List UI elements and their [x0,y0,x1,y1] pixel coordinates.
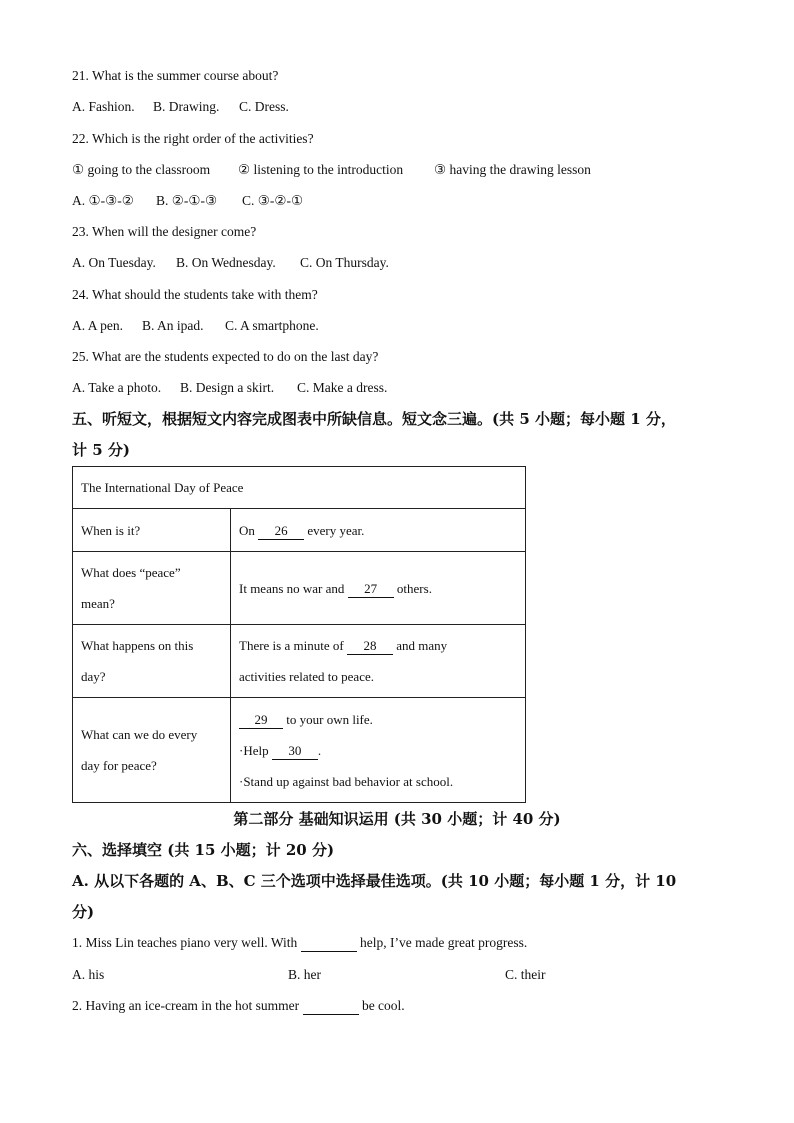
option-b: B. On Wednesday. [176,255,276,270]
step-3: ③ having the drawing lesson [434,162,591,177]
answer-blank [303,998,359,1015]
step-2: ② listening to the introduction [238,162,404,177]
option-a: A. On Tuesday. [72,255,156,270]
blank-26: 26 [258,523,304,540]
question-24: 24. What should the students take with them? [72,287,318,302]
section-6a-instructions: A. 从以下各题的 A、B、C 三个选项中选择最佳选项。(共 10 小题；每小题 1 分，计 10 [72,872,677,890]
table-row [73,698,526,803]
question-23: 23. When will the designer come? [72,224,257,239]
section-6a-instructions-cont: 分) [72,903,95,921]
table-answer: 29 to your own life. ·Help 30 . ·Stand up against bad behavior at school. [231,698,526,803]
question-22-options [72,192,303,210]
answer-blank [301,935,357,952]
option-a: A. A pen. [72,318,124,333]
grammar-question-2: 2. Having an ice-cream in the hot summer be cool. [72,998,405,1013]
table-question: What happens on this day? [73,625,231,698]
grammar-question-1-options [72,966,546,984]
table-row [73,625,526,698]
option-b: B. An ipad. [142,318,204,333]
question-21-options [72,98,289,116]
table-answer: There is a minute of 28 and many activities related to peace. [231,625,526,698]
table-answer: On 26 every year. [231,509,526,552]
grammar-question-1: 1. Miss Lin teaches piano very well. With help, I’ve made great progress. [72,935,528,950]
blank-29: 29 [239,712,283,729]
question-24-options [72,317,319,335]
option-c: C. ③-②-① [242,193,304,208]
section-5-heading: 五、听短文，根据短文内容完成图表中所缺信息。短文念三遍。(共 5 小题；每小题 1 分， [72,410,676,428]
table-title-row [73,467,526,509]
section-6-heading: 六、选择填空 (共 15 小题；计 20 分) [72,841,335,859]
option-c: C. Dress. [239,99,289,114]
table-row [73,552,526,625]
option-c: C. Make a dress. [297,380,388,395]
blank-27: 27 [348,581,394,598]
table-question: What does “peace” mean? [73,552,231,625]
option-a: A. his [72,967,105,982]
question-25-options [72,379,387,397]
question-22: 22. Which is the right order of the activities? [72,131,314,146]
option-b: B. ②-①-③ [156,193,218,208]
option-b: B. Drawing. [153,99,220,114]
table-title: The International Day of Peace [73,467,526,509]
option-b: B. her [288,967,321,982]
option-a: A. ①-③-② [72,193,134,208]
peace-day-table [72,466,526,803]
question-23-options [72,254,389,272]
blank-30: 30 [272,743,318,760]
question-21: 21. What is the summer course about? [72,68,279,83]
option-a: A. Take a photo. [72,380,162,395]
option-c: C. On Thursday. [300,255,389,270]
table-row [73,509,526,552]
question-22-steps [72,161,591,179]
option-b: B. Design a skirt. [180,380,275,395]
table-question: When is it? [73,509,231,552]
option-a: A. Fashion. [72,99,135,114]
option-c: C. their [505,967,546,982]
step-1: ① going to the classroom [72,162,211,177]
part-2-heading: 第二部分 基础知识运用 (共 30 小题；计 40 分) [233,810,561,828]
table-question: What can we do every day for peace? [73,698,231,803]
option-c: C. A smartphone. [225,318,319,333]
table-answer: It means no war and 27 others. [231,552,526,625]
question-25: 25. What are the students expected to do on the last day? [72,349,379,364]
blank-28: 28 [347,638,393,655]
section-5-heading-cont: 计 5 分) [72,441,130,459]
